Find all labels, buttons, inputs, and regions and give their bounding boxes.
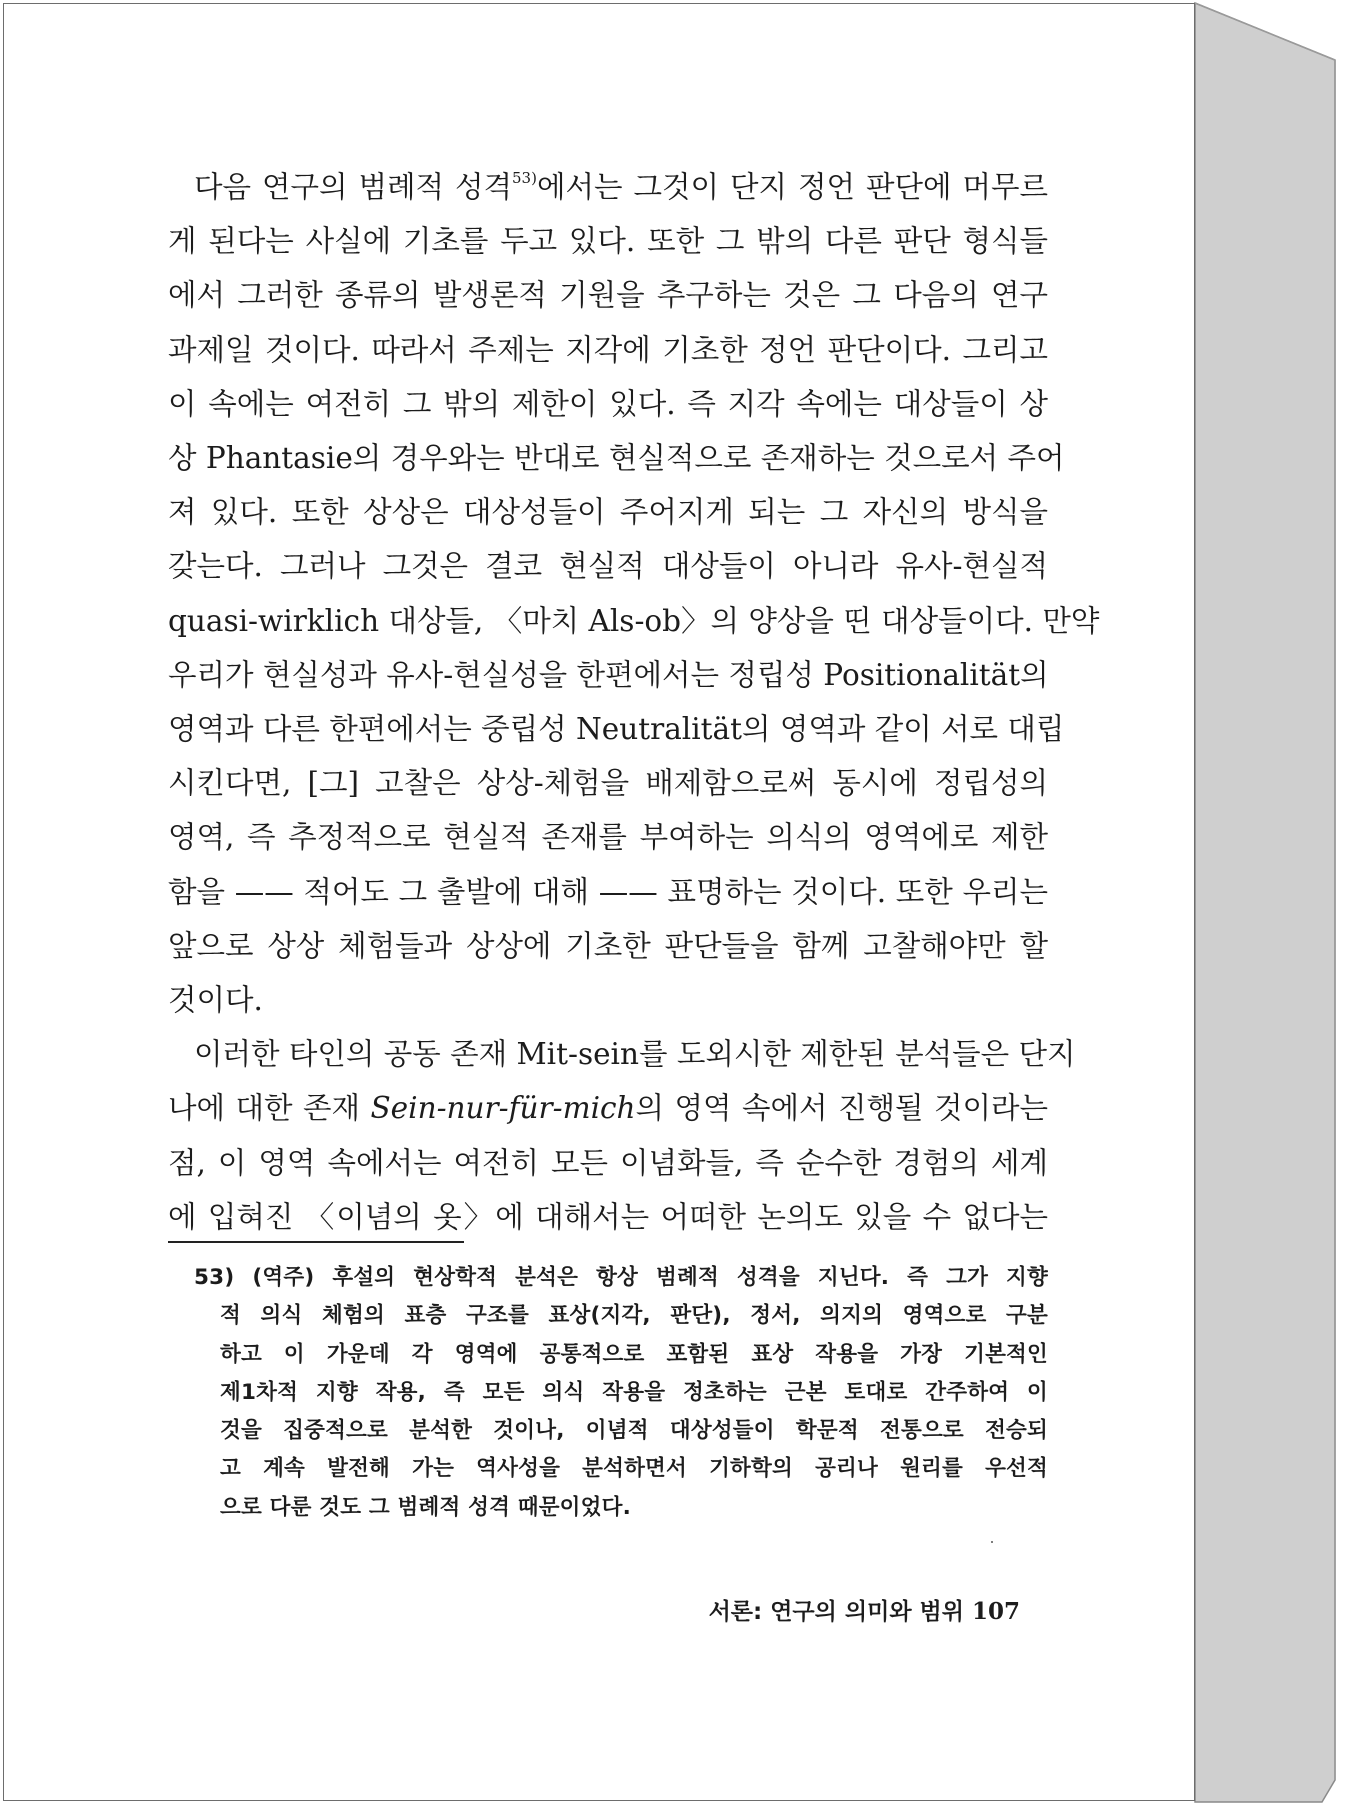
text-line: 함을 —— 적어도 그 출발에 대해 —— 표명하는 것이다. 또한 우리는 [168, 874, 1048, 909]
text-line: 에서 그러한 종류의 발생론적 기원을 추구하는 것은 그 다음의 연구 [168, 278, 1048, 313]
text-line: quasi-wirklich 대상들, 〈마치 Als-ob〉의 양상을 띤 대상들이다. 만약 [168, 603, 1100, 638]
italic-term: Sein-nur-für-mich [370, 1091, 636, 1126]
text-line: 나에 대한 존재 Sein-nur-für-mich의 영역 속에서 진행될 것이라는 [168, 1091, 1048, 1126]
text-line: 져 있다. 또한 상상은 대상성들이 주어지게 되는 그 자신의 방식을 [168, 495, 1048, 530]
footnote-line: 고 계속 발전해 가는 역사성을 분석하면서 기하학의 공리나 원리를 우선적 [220, 1456, 1048, 1482]
footnote-line: 것을 집중적으로 분석한 것이나, 이념적 대상성들이 학문적 전통으로 전승되 [220, 1418, 1048, 1444]
text-line: 이 속에는 여전히 그 밖의 제한이 있다. 즉 지각 속에는 대상들이 상 [168, 386, 1048, 421]
paragraph-1 [168, 160, 1100, 1027]
text-line: 점, 이 영역 속에서는 여전히 모든 이념화들, 즉 순수한 경험의 세계 [168, 1145, 1048, 1180]
text-line: 영역, 즉 추정적으로 현실적 존재를 부여하는 의식의 영역에로 제한 [168, 820, 1048, 855]
body-text [168, 160, 1100, 1244]
footnote-separator [168, 1241, 464, 1243]
text-line: 우리가 현실성과 유사-현실성을 한편에서는 정립성 Positionalität의 [168, 657, 1049, 692]
footnote-reference: 53) [512, 169, 537, 187]
text-line: 게 된다는 사실에 기초를 두고 있다. 또한 그 밖의 다른 판단 형식들 [168, 224, 1048, 259]
text-line: 앞으로 상상 체험들과 상상에 기초한 판단들을 함께 고찰해야만 할 [168, 928, 1048, 963]
footnote-53 [194, 1259, 1048, 1527]
footnote-line: 하고 이 가운데 각 영역에 공통적으로 포함된 표상 작용을 가장 기본적인 [220, 1341, 1048, 1367]
text-line: 것이다. [168, 983, 263, 1018]
paragraph-2 [168, 1027, 1076, 1244]
page-block-side [1195, 3, 1335, 1802]
text-line: 에 입혀진 〈이념의 옷〉에 대해서는 어떠한 논의도 있을 수 없다는 [168, 1199, 1048, 1234]
footnote-line: 제1차적 지향 작용, 즉 모든 의식 작용을 정초하는 근본 토대로 간주하여 이 [220, 1379, 1048, 1405]
footnote-line: 적 의식 체험의 표층 구조를 표상(지각, 판단), 정서, 의지의 영역으로 구분 [220, 1303, 1048, 1329]
speck [991, 1541, 993, 1543]
text-line: 과제일 것이다. 따라서 주제는 지각에 기초한 정언 판단이다. 그리고 [168, 332, 1048, 367]
text-line: 시킨다면, [그] 고찰은 상상-체험을 배제함으로써 동시에 정립성의 [168, 766, 1048, 801]
footnote-line: 53) (역주) 후설의 현상학적 분석은 항상 범례적 성격을 지닌다. 즉 그가 지향 [194, 1265, 1048, 1290]
page-number: 107 [971, 1598, 1020, 1625]
footer-title: 서론: 연구의 의미와 범위 [708, 1599, 964, 1625]
text-line: 이러한 타인의 공동 존재 Mit-sein를 도외시한 제한된 분석들은 단지 [194, 1037, 1076, 1072]
text-line: 상 Phantasie의 경우와는 반대로 현실적으로 존재하는 것으로서 주어 [168, 441, 1065, 476]
footnote-line: 으로 다룬 것도 그 범례적 성격 때문이었다. [220, 1494, 631, 1520]
text-line: 영역과 다른 한편에서는 중립성 Neutralität의 영역과 같이 서로 대립 [168, 712, 1065, 747]
text-line: 다음 연구의 범례적 성격$^{53)}$에서는 그것이 단지 정언 판단에 머무르 [194, 169, 1048, 204]
text-line: 갖는다. 그러나 그것은 결코 현실적 대상들이 아니라 유사-현실적 [168, 549, 1048, 584]
running-footer [690, 1593, 1020, 1626]
